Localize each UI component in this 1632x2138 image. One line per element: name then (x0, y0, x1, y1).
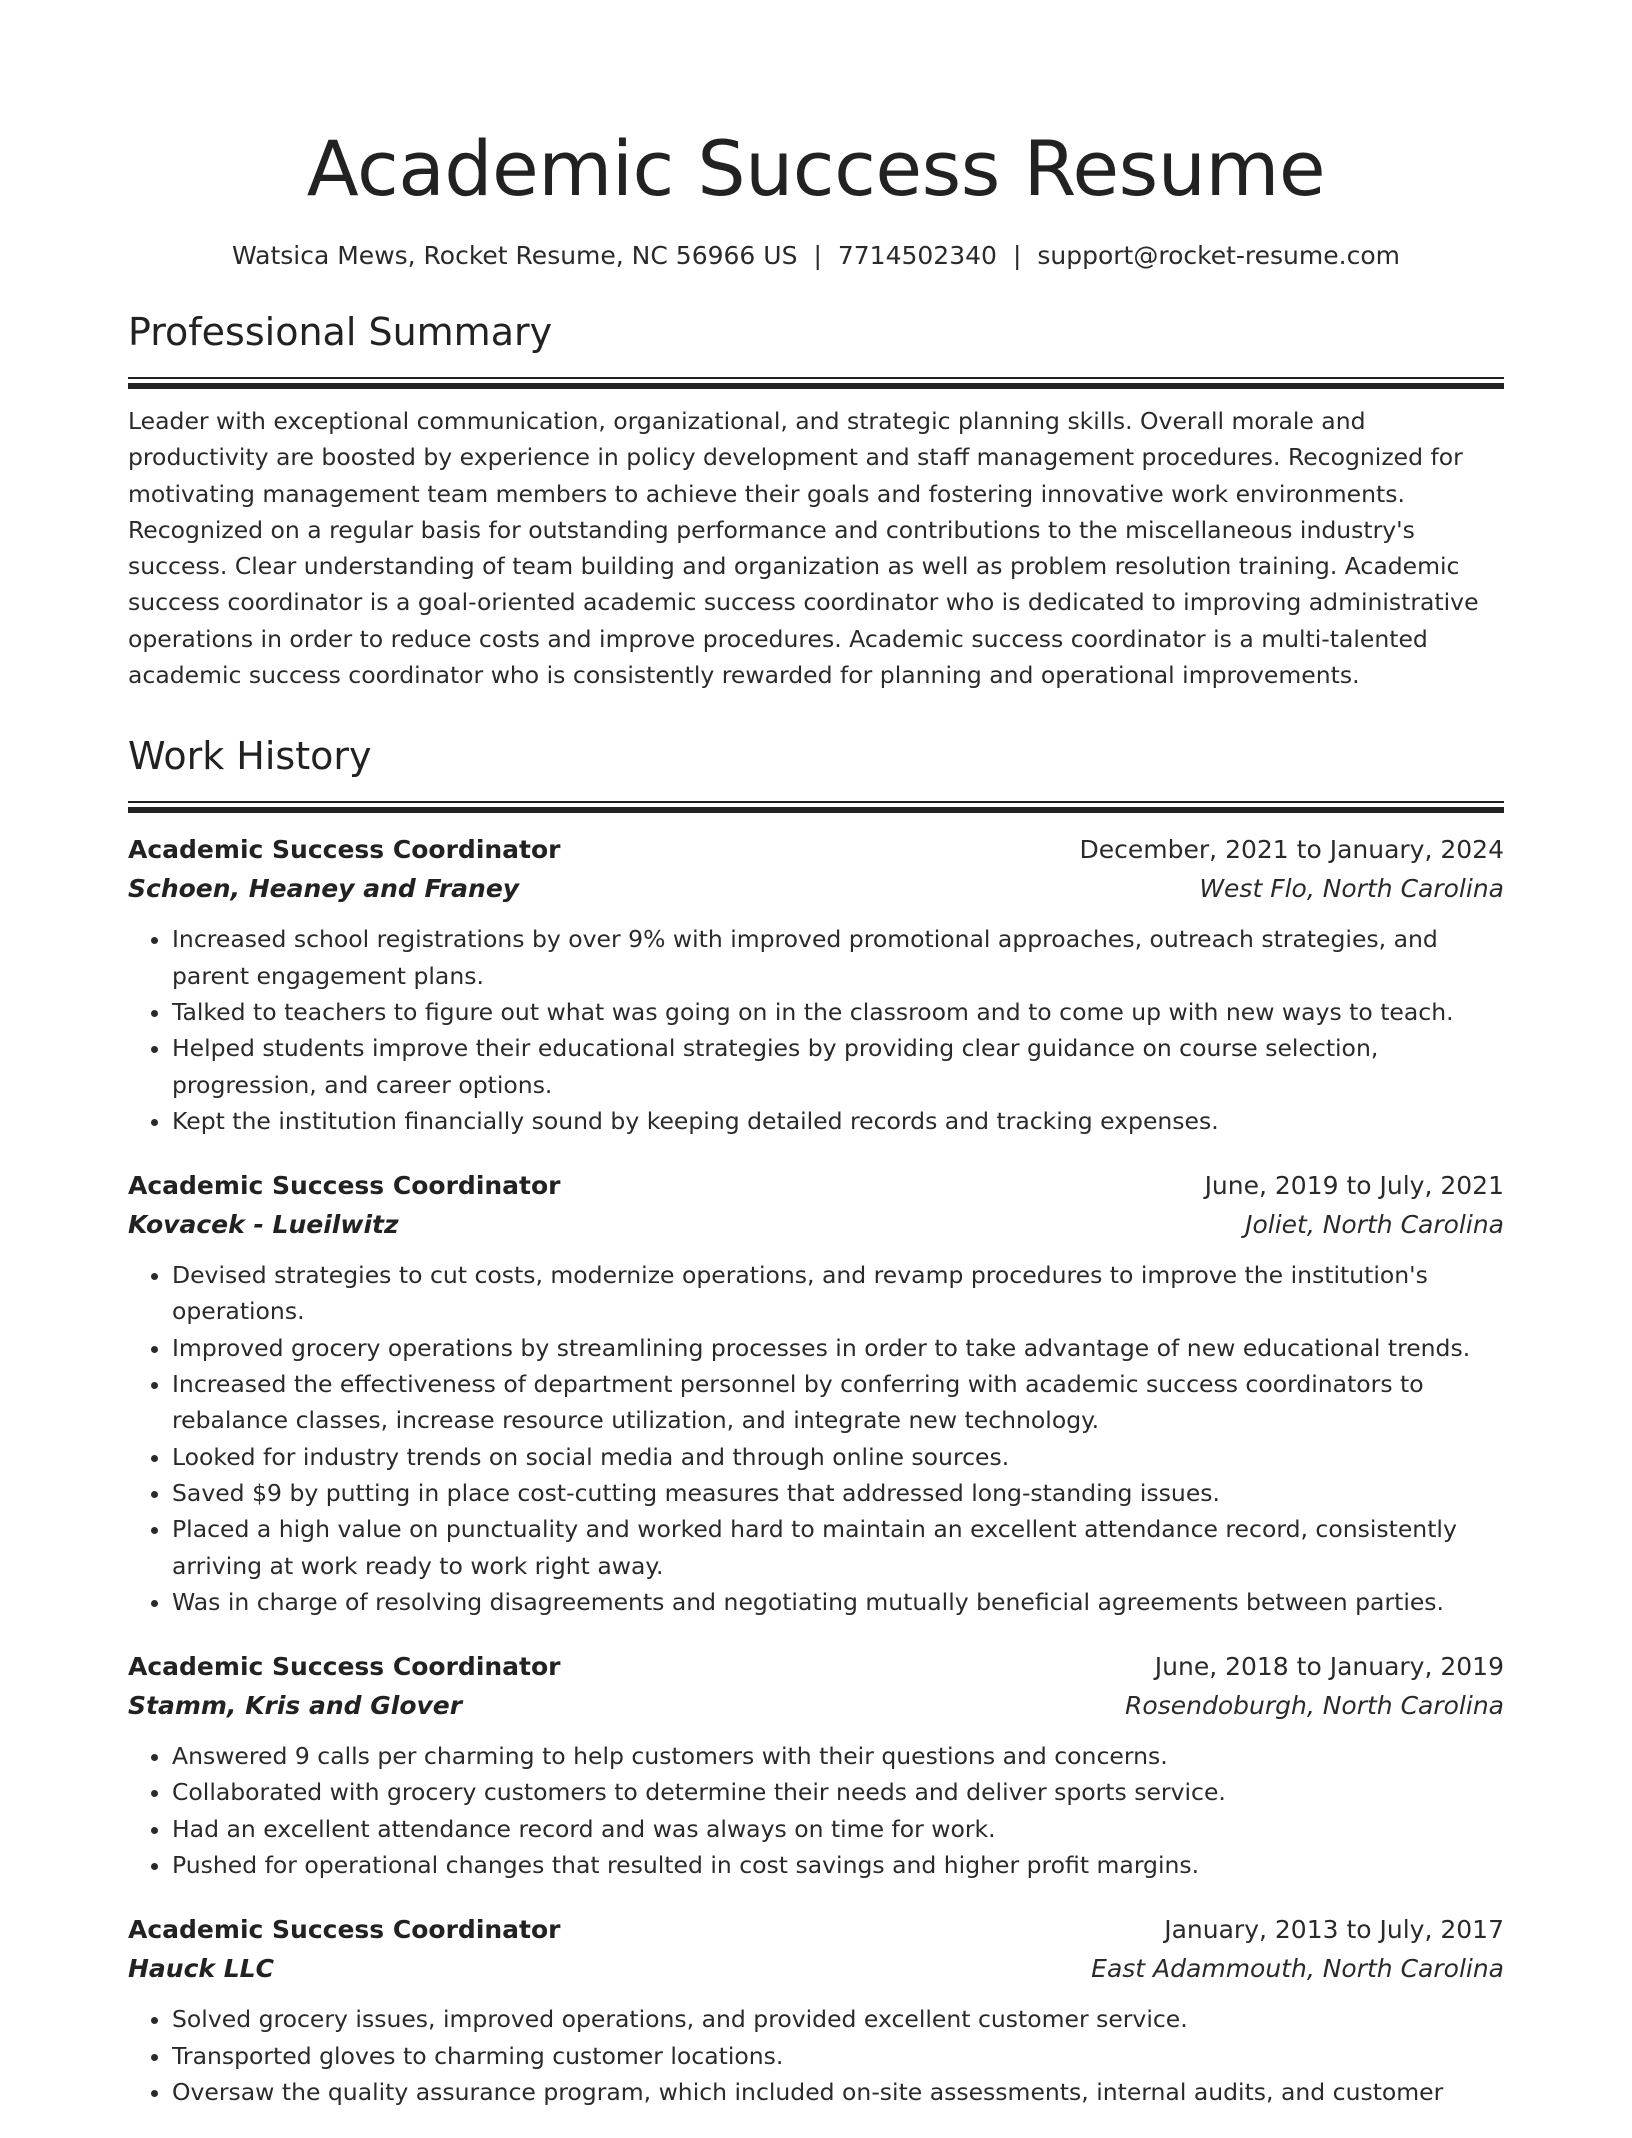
job-bullet: • Talked to teachers to figure out what was going on in the classroom and to come up with new ways to teach. (172, 994, 1504, 1030)
work-history-section (128, 731, 1504, 2110)
job-dates: December, 2021 to January, 2024 (1079, 835, 1504, 865)
job-title: Academic Success Coordinator (128, 1652, 561, 1682)
job-location: East Adammouth, North Carolina (1091, 1954, 1504, 1984)
job-bullet-list (128, 2001, 1504, 2110)
contact-separator: | (813, 241, 822, 270)
resume-page (128, 0, 1504, 2138)
job-company-row (128, 869, 1504, 909)
job-bullet-list (128, 1257, 1504, 1620)
job-entry (128, 1648, 1504, 1883)
job-company: Stamm, Kris and Glover (128, 1691, 463, 1721)
job-title: Academic Success Coordinator (128, 1171, 561, 1201)
job-header-row (128, 1911, 1504, 1949)
contact-email: support@rocket-resume.com (1037, 241, 1400, 270)
contact-address: Watsica Mews, Rocket Resume, NC 56966 US (232, 241, 798, 270)
job-bullet: • Pushed for operational changes that resulted in cost savings and higher profit margins. (172, 1847, 1504, 1883)
job-bullet: • Increased the effectiveness of department personnel by conferring with academic success coordinators to rebalance classes, increase resource utilization, and integrate new technology. (172, 1366, 1504, 1439)
job-header-row (128, 1648, 1504, 1686)
contact-line (128, 239, 1504, 273)
job-bullet: • Oversaw the quality assurance program, which included on-site assessments, internal audits, and customer (172, 2074, 1504, 2110)
job-bullet: • Kept the institution financially sound by keeping detailed records and tracking expenses. (172, 1103, 1504, 1139)
job-dates: June, 2019 to July, 2021 (1204, 1171, 1504, 1201)
job-entry (128, 831, 1504, 1139)
job-title: Academic Success Coordinator (128, 1915, 561, 1945)
section-heading-work-history: Work History (128, 734, 372, 779)
contact-phone: 7714502340 (837, 241, 997, 270)
job-location: Rosendoburgh, North Carolina (1125, 1691, 1504, 1721)
job-bullet: • Collaborated with grocery customers to determine their needs and deliver sports service. (172, 1774, 1504, 1810)
job-header-row (128, 831, 1504, 869)
job-list (128, 831, 1504, 2110)
job-bullet: • Devised strategies to cut costs, modernize operations, and revamp procedures to improve the institution's operations. (172, 1257, 1504, 1330)
contact-separator: | (1012, 241, 1022, 270)
resume-title: Academic Success Resume (306, 124, 1326, 213)
job-bullet: • Had an excellent attendance record and was always on time for work. (172, 1811, 1504, 1847)
job-bullet: • Helped students improve their educational strategies by providing clear guidance on course selection, progression, and career options. (172, 1030, 1504, 1103)
job-company: Schoen, Heaney and Franey (128, 874, 520, 904)
job-bullet-list (128, 1738, 1504, 1883)
professional-summary-section (128, 307, 1504, 693)
job-header-row (128, 1167, 1504, 1205)
job-bullet: • Solved grocery issues, improved operations, and provided excellent customer service. (172, 2001, 1504, 2037)
job-bullet: • Saved $9 by putting in place cost-cutting measures that addressed long-standing issues. (172, 1475, 1504, 1511)
section-heading-summary: Professional Summary (128, 310, 553, 354)
job-company: Kovacek - Lueilwitz (128, 1210, 399, 1240)
job-company-row (128, 1949, 1504, 1989)
job-bullet: • Answered 9 calls per charming to help customers with their questions and concerns. (172, 1738, 1504, 1774)
job-bullet-list (128, 921, 1504, 1139)
job-bullet: • Was in charge of resolving disagreements and negotiating mutually beneficial agreements between parties. (172, 1584, 1504, 1620)
job-location: Joliet, North Carolina (1245, 1210, 1504, 1240)
job-location: West Flo, North Carolina (1199, 874, 1504, 904)
section-divider (128, 801, 1504, 803)
job-bullet: • Improved grocery operations by streamlining processes in order to take advantage of new educational trends. (172, 1330, 1504, 1366)
section-divider (128, 377, 1504, 379)
job-title: Academic Success Coordinator (128, 835, 561, 865)
job-bullet: • Looked for industry trends on social media and through online sources. (172, 1439, 1504, 1475)
job-dates: June, 2018 to January, 2019 (1154, 1652, 1504, 1682)
job-bullet: • Transported gloves to charming customer locations. (172, 2038, 1504, 2074)
job-company: Hauck LLC (128, 1954, 274, 1984)
job-bullet: • Placed a high value on punctuality and worked hard to maintain an excellent attendance record, consistently arriving at work ready to work right away. (172, 1511, 1504, 1584)
job-dates: January, 2013 to July, 2017 (1164, 1915, 1504, 1945)
job-company-row (128, 1686, 1504, 1726)
job-entry (128, 1911, 1504, 2110)
job-company-row (128, 1205, 1504, 1245)
summary-paragraph: Leader with exceptional communication, organizational, and strategic planning skills. Overall morale and productivity are boosted by experience in policy development and staff management procedures. Recognized for motivating management team members to achieve their goals and fostering innovative work environments. Recognized on a regular basis for outstanding performance and contributions to the miscellaneous industry's success. Clear understanding of team building and organization as well as problem resolution training. Academic success coordinator is a goal-oriented academic success coordinator who is dedicated to improving administrative operations in order to reduce costs and improve procedures. Academic success coordinator is a multi-talented academic success coordinator who is consistently rewarded for planning and operational improvements. (128, 407, 1479, 690)
job-entry (128, 1167, 1504, 1620)
job-bullet: • Increased school registrations by over 9% with improved promotional approaches, outreach strategies, and parent engagement plans. (172, 921, 1504, 994)
